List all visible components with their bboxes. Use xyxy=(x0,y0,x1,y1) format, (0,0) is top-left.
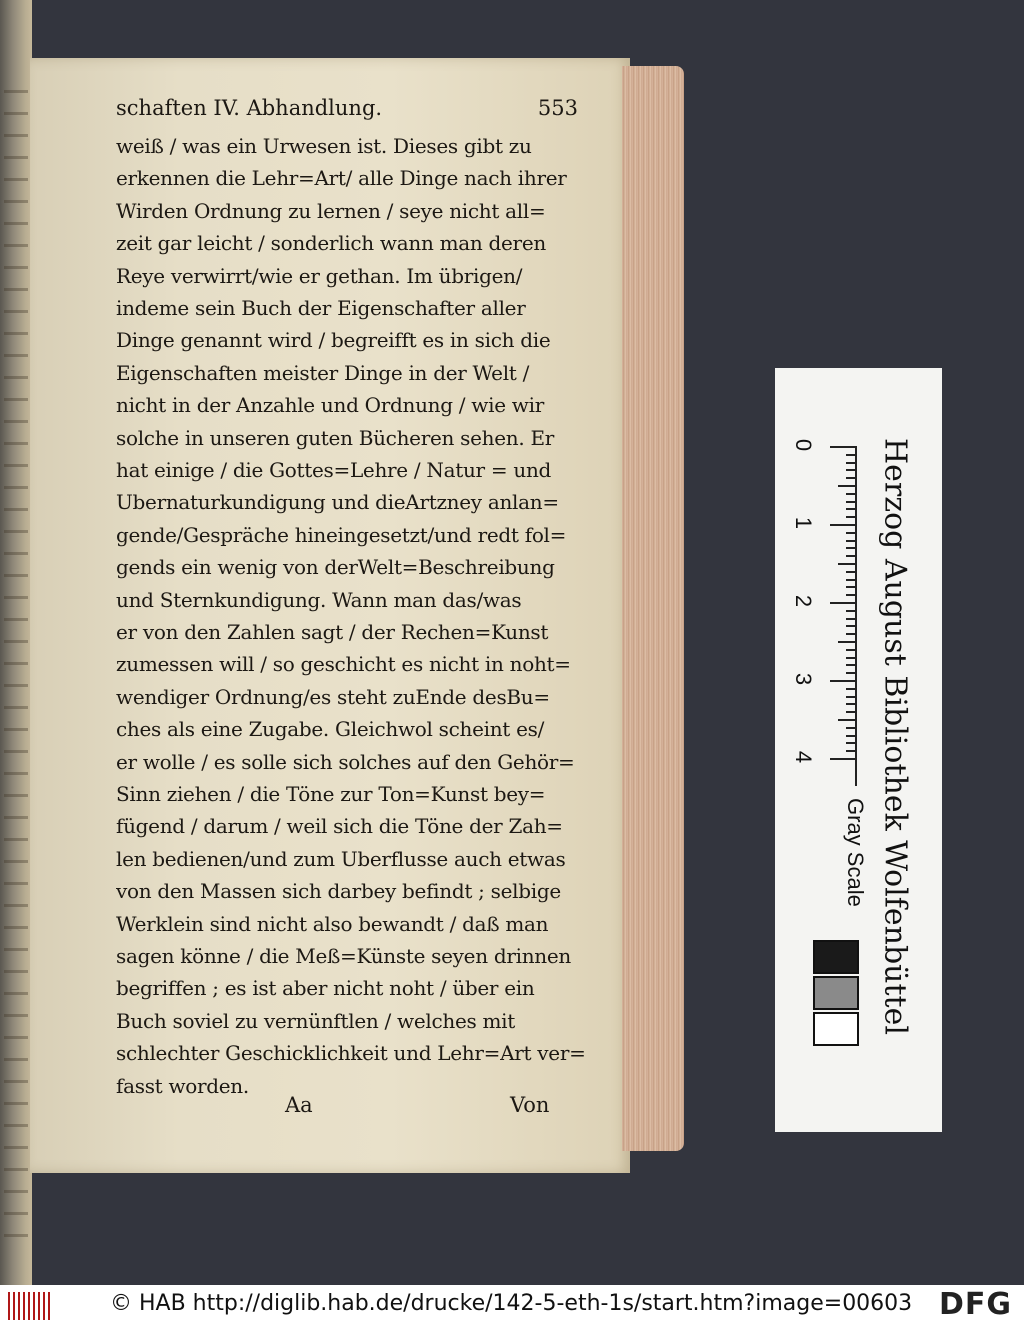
ruler-label: 0 xyxy=(791,438,817,452)
ruler-tick xyxy=(846,735,856,737)
ruler-tick xyxy=(838,485,856,487)
ruler-tick xyxy=(846,493,856,495)
text-line: gende/Gespräche hineingesetzt/und redt fol= xyxy=(116,522,567,547)
ruler-tick xyxy=(846,477,856,479)
gray-swatch xyxy=(813,976,859,1010)
ruler-tick xyxy=(846,462,856,464)
ruler-tick xyxy=(846,664,856,666)
ruler-tick xyxy=(846,727,856,729)
running-head-text: schaften IV. Abhandlung. xyxy=(116,96,383,120)
adjacent-page-edge xyxy=(0,0,32,1285)
ruler-tick xyxy=(846,594,856,596)
text-line: Werklein sind nicht also bewandt / daß man xyxy=(116,911,549,936)
text-line: zumessen will / so geschicht es nicht in noht= xyxy=(116,652,571,677)
ruler-label: 2 xyxy=(791,594,817,608)
text-line: Dinge genannt wird / begreifft es in sich die xyxy=(116,328,551,353)
ruler-tick xyxy=(838,563,856,565)
ruler-tick xyxy=(830,680,856,682)
ruler-tick xyxy=(846,711,856,713)
ruler-tick xyxy=(830,758,856,760)
ruler-tick xyxy=(846,610,856,612)
text-line: zeit gar leicht / sonderlich wann man deren xyxy=(116,231,546,256)
running-header xyxy=(116,92,586,126)
copyright-link[interactable]: © HAB http://diglib.hab.de/drucke/142-5-eth-1s/start.htm?image=00603 xyxy=(110,1291,913,1316)
ruler-tick xyxy=(838,719,856,721)
text-line: solche in unseren guten Bücheren sehen. Er xyxy=(116,425,555,450)
page-number: 553 xyxy=(537,96,578,120)
ruler-label: 4 xyxy=(791,750,817,764)
text-line: sagen könne / die Meß=Künste seyen drinnen xyxy=(116,944,571,968)
book-fore-edge xyxy=(622,66,684,1151)
ruler-tick xyxy=(846,649,856,651)
text-line: indeme sein Buch der Eigenschafter aller xyxy=(116,296,526,320)
text-line: len bedienen/und zum Uberflusse auch etwas xyxy=(116,846,566,871)
text-line: Ubernaturkundigung und dieArtzney anlan= xyxy=(116,490,559,515)
text-line: Eigenschaften meister Dinge in der Welt / xyxy=(116,360,530,385)
ruler-tick xyxy=(846,625,856,627)
text-line: begriffen ; es ist aber nicht noht / über ein xyxy=(116,976,535,1001)
ruler-tick xyxy=(846,469,856,471)
gray-scale-text: Gray Scale xyxy=(843,798,868,907)
ruler-label: 1 xyxy=(791,516,817,530)
measurement-ruler xyxy=(791,438,871,798)
ruler-label: 3 xyxy=(791,672,817,686)
gray-swatch xyxy=(813,1012,859,1046)
text-line: Buch soviel zu vernünftlen / welches mit xyxy=(116,1008,516,1033)
text-line: hat einige / die Gottes=Lehre / Natur = und xyxy=(116,458,552,482)
viewer-footer xyxy=(0,1285,1024,1327)
text-block xyxy=(116,92,586,1098)
ruler-tick xyxy=(846,501,856,503)
institution-label xyxy=(865,438,925,1078)
ruler-tick xyxy=(846,703,856,705)
hab-logo-icon xyxy=(8,1292,52,1320)
ruler-tick xyxy=(846,672,856,674)
text-line: wendiger Ordnung/es steht zuEnde desBu= xyxy=(116,684,550,709)
catchword: Von xyxy=(510,1093,550,1117)
ruler-tick xyxy=(830,524,856,526)
ruler-tick xyxy=(846,586,856,588)
ruler-tick xyxy=(846,508,856,510)
text-line: Wirden Ordnung zu lernen / seye nicht all= xyxy=(116,198,546,223)
ruler-tick xyxy=(846,742,856,744)
text-line: erkennen die Lehr=Art/ alle Dinge nach ihrer xyxy=(116,166,567,191)
ruler-tick xyxy=(846,571,856,573)
text-line: er von den Zahlen sagt / der Rechen=Kunst xyxy=(116,620,549,644)
dfg-logo: DFG xyxy=(938,1287,1012,1322)
book-page xyxy=(30,58,630,1173)
adjacent-page-text-fragment xyxy=(4,90,28,1240)
ruler-tick xyxy=(846,633,856,635)
color-scale-card xyxy=(775,368,942,1132)
text-line: und Sternkundigung. Wann man das/was xyxy=(116,587,522,612)
ruler-tick xyxy=(846,454,856,456)
institution-text: Herzog August Bibliothek Wolfenbüttel xyxy=(877,438,913,1035)
text-line: gends ein wenig von derWelt=Beschreibung xyxy=(116,555,555,580)
ruler-tick xyxy=(846,688,856,690)
text-line: nicht in der Anzahle und Ordnung / wie wir xyxy=(116,393,544,418)
text-line: Sinn ziehen / die Töne zur Ton=Kunst bey= xyxy=(116,782,546,806)
gray-scale-label xyxy=(827,798,867,928)
ruler-tick xyxy=(830,602,856,604)
ruler-tick xyxy=(846,657,856,659)
ruler-tick xyxy=(846,750,856,752)
text-line: von den Massen sich darbey befindt ; selbige xyxy=(116,879,561,904)
ruler-tick xyxy=(838,641,856,643)
ruler-tick xyxy=(846,555,856,557)
ruler-tick xyxy=(830,446,856,448)
text-line: schlechter Geschicklichkeit und Lehr=Art ver= xyxy=(116,1041,586,1066)
text-line: ches als eine Zugabe. Gleichwol scheint es/ xyxy=(116,717,545,742)
ruler-tick xyxy=(846,696,856,698)
ruler-tick xyxy=(846,547,856,549)
ruler-tick xyxy=(846,579,856,581)
gray-swatch xyxy=(813,940,859,974)
ruler-tick xyxy=(846,618,856,620)
text-line: fügend / darum / weil sich die Töne der Zah= xyxy=(116,814,563,839)
text-line: fasst worden. xyxy=(116,1073,249,1098)
ruler-tick xyxy=(846,516,856,518)
ruler-tick xyxy=(846,532,856,534)
text-line: weiß / was ein Urwesen ist. Dieses gibt zu xyxy=(116,134,532,158)
ruler-tick xyxy=(846,540,856,542)
text-line: er wolle / es solle sich solches auf den Gehör= xyxy=(116,749,575,774)
text-line: Reye verwirrt/wie er gethan. Im übrigen/ xyxy=(116,263,523,288)
signature-mark: Aa xyxy=(285,1093,313,1117)
